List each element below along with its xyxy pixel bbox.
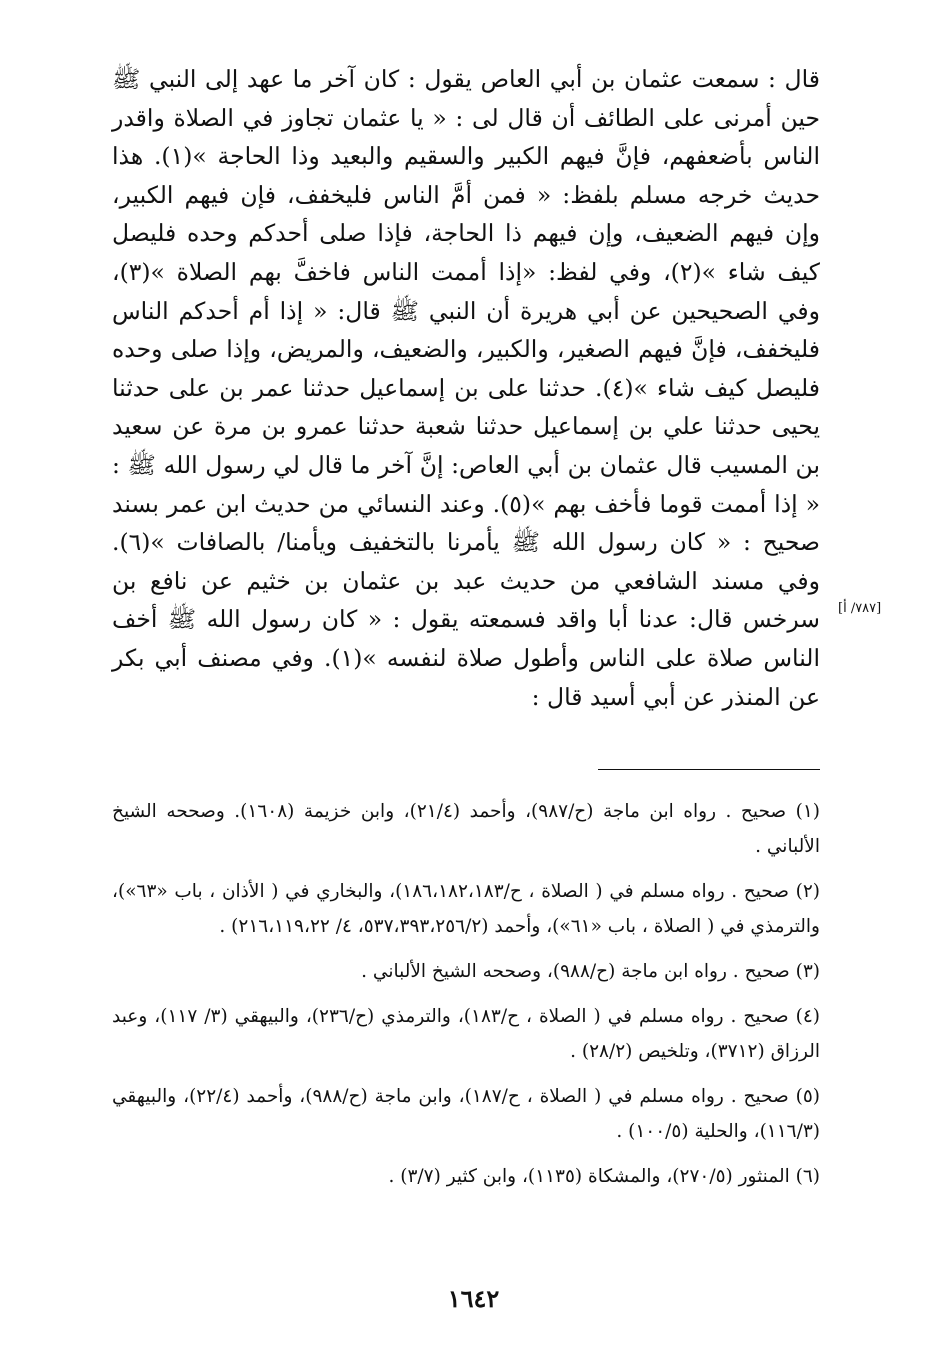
main-text [112, 60, 820, 716]
footnote-6: (٦) المنثور (٢٧٠/٥)، والمشكاة (١١٣٥)، وابن كثير (٣/٧) . [388, 1166, 820, 1187]
footnote-1: (١) صحيح . رواه ابن ماجة (ح/٩٨٧)، وأحمد (٢١/٤)، وابن خزيمة (١٦٠٨). وصححه الشيخ الألباني . [112, 801, 821, 857]
main-paragraph: قال : سمعت عثمان بن أبي العاص يقول : كان آخر ما عهد إلى النبي ﷺ حين أمرنى على الطائف أن قال لى : « يا عثمان تجاوز في الصلاة واقدر الناس بأضعفهم، فإنَّ فيهم الكبير والسقيم والبعيد وذا الحاجة »(١). هذا حديث خرجه مسلم بلفظ: « فمن أمَّ الناس فليخفف، فإن فيهم الكبير، وإن فيهم الضعيف، وإن فيهم ذا الحاجة، فإذا صلى أحدكم وحده فليصل كيف شاء »(٢)، وفي لفظ: «إذا أممت الناس فاخفَّ بهم الصلاة »(٣)، وفي الصحيحين عن أبي هريرة أن النبي ﷺ قال: « إذا أم أحدكم الناس فليخفف، فإنَّ فيهم الصغير، والكبير، والضعيف، والمريض، وإذا صلى وحده فليصل كيف شاء »(٤). حدثنا على بن إسماعيل حدثنا عمر بن على حدثنا يحيى حدثنا علي بن إسماعيل حدثنا شعبة حدثنا عمرو بن مرة عن سعيد بن المسيب قال عثمان بن أبي العاص: إنَّ آخر ما قال لي رسول الله ﷺ : « إذا أممت قوما فأخف بهم »(٥). وعند النسائي من حديث ابن عمر بسند صحيح : « كان رسول الله ﷺ يأمرنا بالتخفيف ويأمنا/ بالصافات »(٦). وفي مسند الشافعي من حديث عبد بن عثمان بن خثيم عن نافع بن سرخس قال: عدنا أبا واقد فسمعته يقول : « كان رسول الله ﷺ أخف الناس صلاة على الناس وأطول صلاة لنفسه »(١). وفي مصنف أبي بكر عن المنذر عن أبي أسيد قال : [112, 65, 820, 711]
footnotes [112, 794, 820, 1204]
footnote-5: (٥) صحيح . رواه مسلم في ( الصلاة ، ح/١٨٧)، وابن ماجة (ح/٩٨٨)، وأحمد (٢٢/٤)، والبيهقي (١١٦/٣)، والحلية (١٠٠/٥) . [112, 1086, 820, 1142]
footnote-3: (٣) صحيح . رواه ابن ماجة (ح/٩٨٨)، وصححه الشيخ الألباني . [361, 961, 820, 982]
footnote-separator [598, 769, 820, 770]
page-number: ١٦٤٢ [447, 1284, 500, 1313]
manuscript-folio-marker: [٧٨٧/ أ] [838, 601, 882, 616]
footnote-2: (٢) صحيح . رواه مسلم في ( الصلاة ، ح/١٨٦،١٨٢،١٨٣)، والبخاري في ( الأذان ، باب «٦٣»)، والترمذي في ( الصلاة ، باب «٦١»)، وأحمد (٥٣٧،٣٩٣،٢٥٦/٢، ٤/ ٢١٦،١١٩،٢٢) . [112, 881, 820, 937]
footnote-4: (٤) صحيح . رواه مسلم في ( الصلاة ، ح/١٨٣)، والترمذي (ح/٢٣٦)، والبيهقي (٣/ ١١٧)، وعبد الرزاق (٣٧١٢)، وتلخيص (٢٨/٢) . [112, 1006, 820, 1062]
